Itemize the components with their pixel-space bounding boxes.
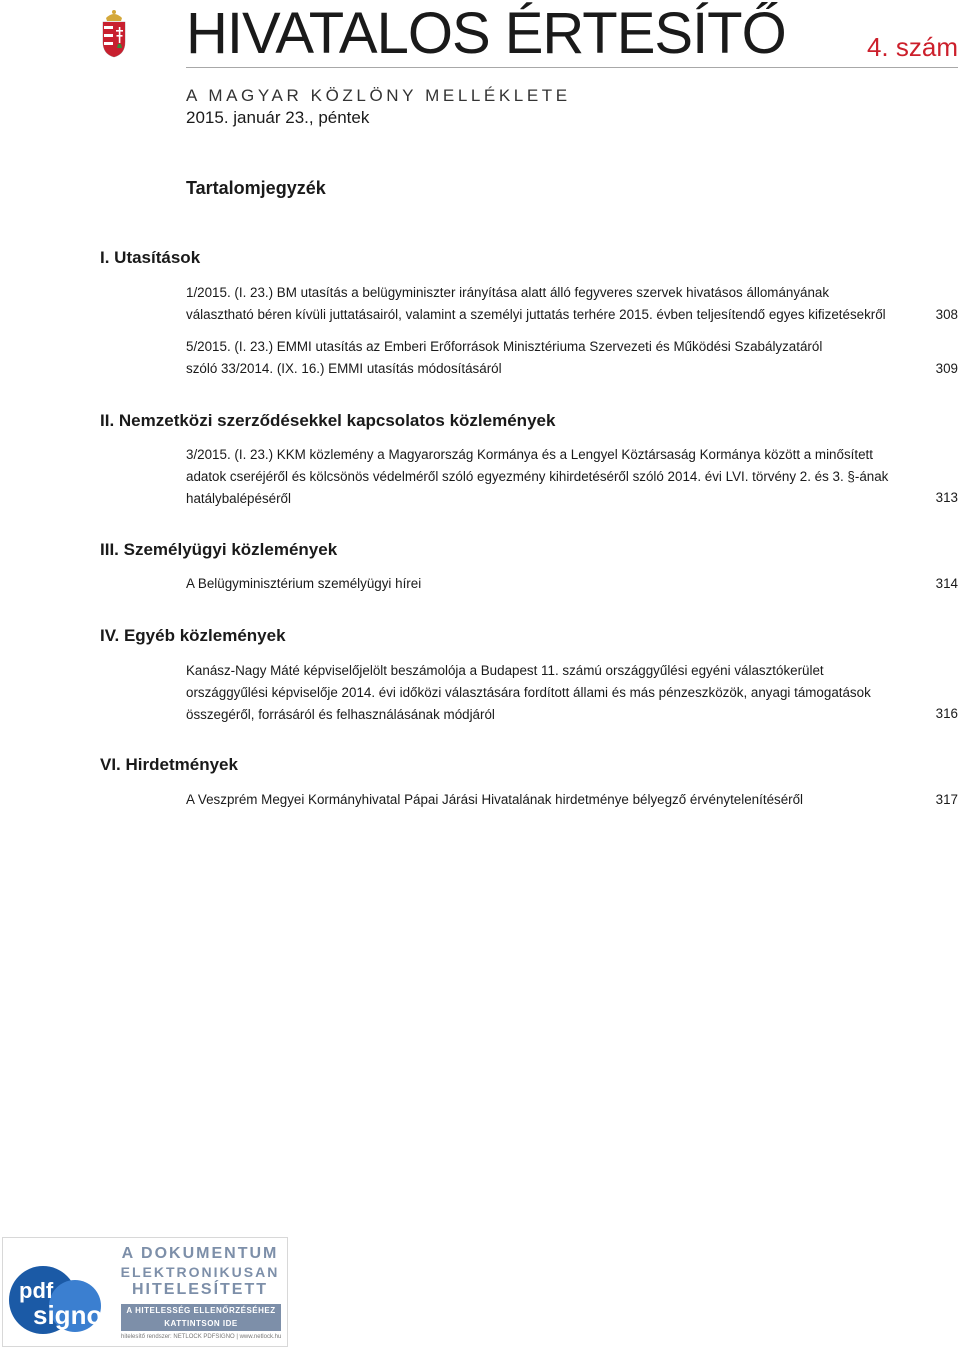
header-divider [186, 67, 958, 68]
toc-entry[interactable] [186, 282, 906, 326]
toc-entry[interactable] [186, 573, 906, 595]
toc-page-number[interactable]: 314 [935, 576, 958, 591]
toc-title: Tartalomjegyzék [186, 178, 326, 198]
toc-entry-line: hatálybalépéséről [186, 491, 291, 506]
toc-entry-line: összegéről, forrásáról és felhasználásának módjáról [186, 707, 495, 722]
issue-number: 4. szám [866, 32, 958, 62]
publication-date: 2015. január 23., péntek [186, 108, 370, 127]
badge-line-1: A DOKUMENTUM [121, 1245, 279, 1262]
toc-entry-line: A Veszprém Megyei Kormányhivatal Pápai Járási Hivatalának hirdetménye bélyegző érvénytelenítéséről [186, 792, 804, 807]
toc-page-number[interactable]: 316 [935, 706, 958, 721]
toc-page-number[interactable]: 308 [935, 307, 958, 322]
toc-entry-line: Kanász-Nagy Máté képviselőjelölt beszámolója a Budapest 11. számú országgyűlési egyéni választókerület [186, 663, 824, 678]
section-heading-szemelyugyi: III. Személyügyi közlemények [100, 540, 338, 559]
verify-button[interactable] [121, 1304, 281, 1331]
verify-button-line-1: A HITELESSÉG ELLENŐRZÉSÉHEZ [126, 1306, 276, 1315]
toc-entry-line: országgyűlési képviselője 2014. évi időközi választására fordított állami és más pénzeszközök, anyagi támogatások [186, 685, 871, 700]
svg-text:pdf: pdf [19, 1278, 54, 1303]
badge-line-3: HITELESÍTETT [132, 1281, 268, 1298]
badge-line-2: ELEKTRONIKUSAN [120, 1264, 280, 1280]
e-signature-badge[interactable] [2, 1237, 288, 1347]
toc-entry-line: szóló 33/2014. (IX. 16.) EMMI utasítás módosításáról [186, 361, 502, 376]
section-heading-egyeb: IV. Egyéb közlemények [100, 626, 286, 645]
verify-button-line-2: KATTINTSON IDE [164, 1319, 238, 1328]
section-heading-hirdetmenyek: VI. Hirdetmények [100, 755, 238, 774]
publication-title: HIVATALOS ÉRTESÍTŐ [186, 1, 786, 66]
badge-footer: hitelesítő rendszer: NETLOCK PDFSIGNO | www.netlock.hu [121, 1334, 282, 1340]
toc-page-number[interactable]: 313 [935, 490, 958, 505]
section-heading-nemzetkozi: II. Nemzetközi szerződésekkel kapcsolatos közlemények [100, 411, 556, 430]
svg-text:signo: signo [33, 1300, 103, 1330]
toc-entry-line: választható béren kívüli juttatásairól, valamint a személyi juttatás terhére 2015. évben teljesítendő egyes kifizetésekről [186, 307, 886, 322]
toc-entry-line: 1/2015. (I. 23.) BM utasítás a belügyminiszter irányítása alatt álló fegyveres szervek hivatásos állományának [186, 285, 830, 300]
toc-entry-line: A Belügyminisztérium személyügyi hírei [186, 576, 422, 591]
toc-entry-line: adatok cseréjéről és kölcsönös védelméről szóló egyezmény kihirdetéséről szóló 2014. évi LVI. törvény 2. és 3. §-ának [186, 469, 889, 484]
toc-page-number[interactable]: 317 [935, 792, 958, 807]
toc-entry[interactable] [186, 336, 906, 380]
toc-entry[interactable] [186, 660, 906, 726]
pdfsigno-logo-icon [7, 1258, 109, 1338]
toc-entry-line: 5/2015. (I. 23.) EMMI utasítás az Emberi Erőforrások Minisztériuma Szervezeti és Működési Szabályzatáról [186, 339, 823, 354]
coat-of-arms-icon [100, 8, 128, 58]
toc-entry[interactable] [186, 789, 906, 811]
section-heading-utasitasok: I. Utasítások [100, 248, 201, 267]
publication-subtitle: A MAGYAR KÖZLÖNY MELLÉKLETE [186, 86, 571, 105]
toc-entry[interactable] [186, 444, 906, 510]
toc-entry-line: 3/2015. (I. 23.) KKM közlemény a Magyarország Kormánya és a Lengyel Köztársaság Kormánya között a minősített [186, 447, 873, 462]
toc-page-number[interactable]: 309 [935, 361, 958, 376]
